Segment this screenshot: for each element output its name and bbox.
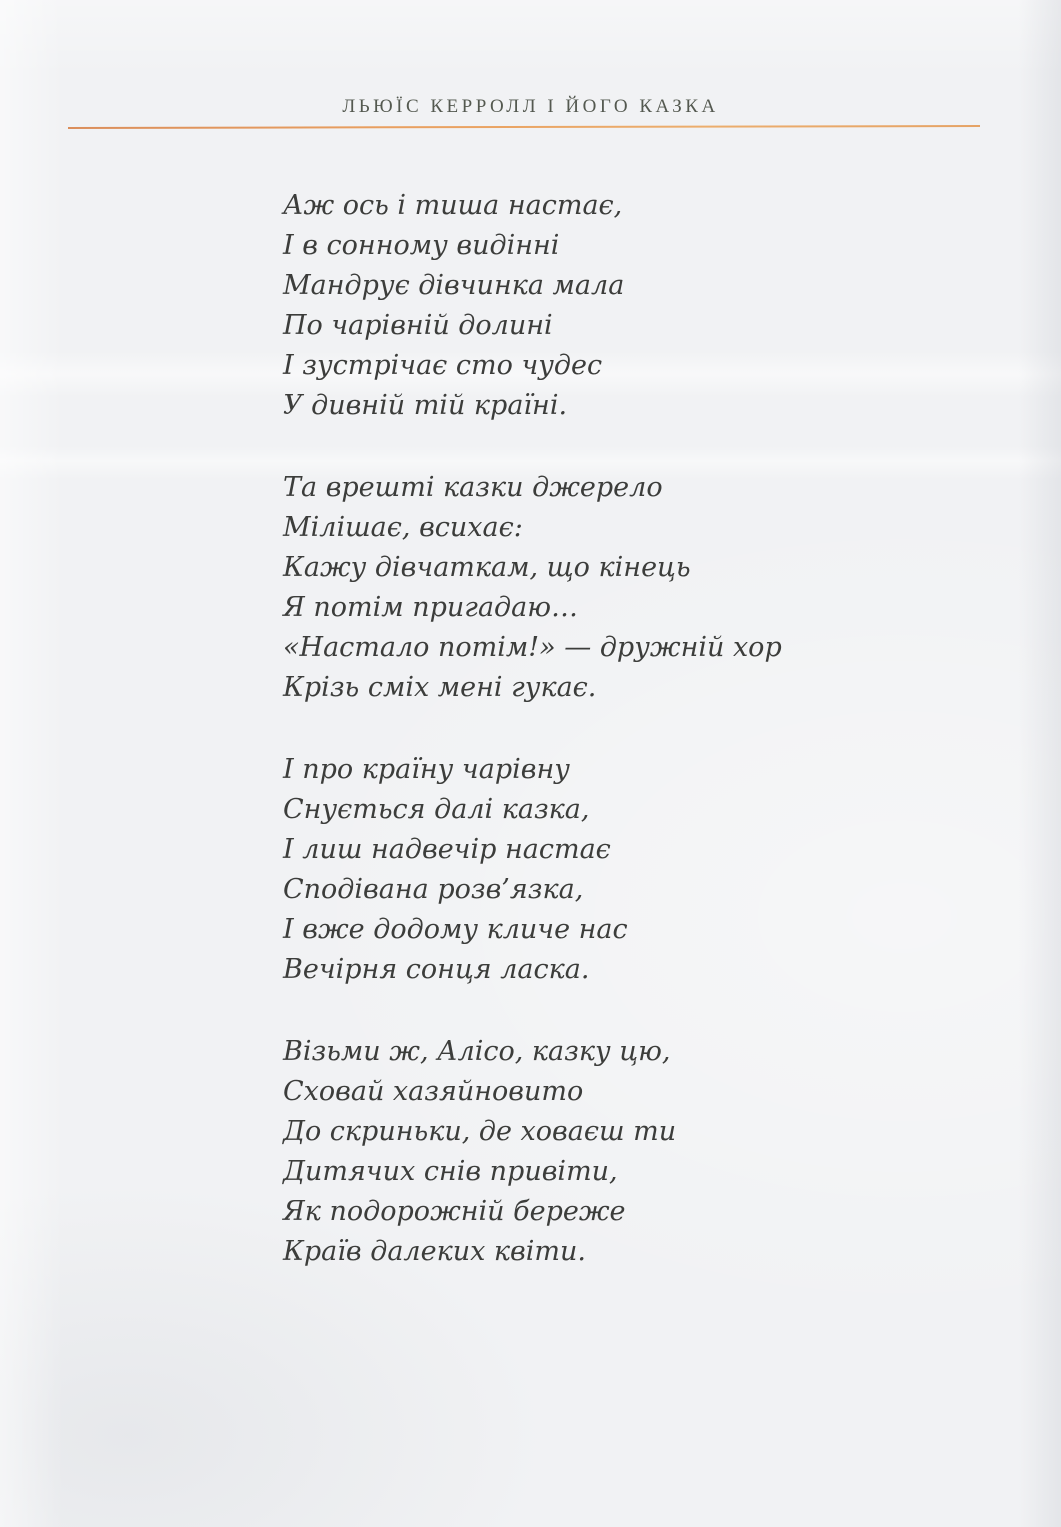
poem-line: І зустрічає сто чудес bbox=[283, 350, 603, 381]
poem-line: Крізь сміх мені гукає. bbox=[283, 672, 597, 703]
poem-line: Вечірня сонця ласка. bbox=[283, 954, 590, 985]
poem-stanza-2 bbox=[283, 468, 782, 708]
poem-line: Як подорожній береже bbox=[283, 1196, 626, 1227]
poem-line: Та врешті казки джерело bbox=[283, 472, 663, 503]
poem-stanza-4 bbox=[283, 1032, 782, 1272]
poem-line: Я потім пригадаю… bbox=[283, 592, 579, 623]
poem-line: До скриньки, де ховаєш ти bbox=[283, 1116, 677, 1147]
poem-stanza-3 bbox=[283, 750, 782, 990]
poem-line: Сподівана розв’язка, bbox=[283, 874, 584, 905]
poem-line: Аж ось і тиша настає, bbox=[283, 190, 623, 221]
poem-line: І лиш надвечір настає bbox=[283, 834, 611, 865]
poem-line: Дитячих снів привіти, bbox=[283, 1156, 618, 1187]
poem-line: І про країну чарівну bbox=[283, 754, 570, 785]
poem-stanza-1 bbox=[283, 186, 782, 426]
poem-line: По чарівній долині bbox=[283, 310, 553, 341]
poem-line: Мілішає, всихає: bbox=[283, 512, 523, 543]
poem bbox=[283, 186, 782, 1314]
poem-line: Мандрує дівчинка мала bbox=[283, 270, 625, 301]
poem-line: Сховай хазяйновито bbox=[283, 1076, 584, 1107]
poem-line: І вже додому кличе нас bbox=[283, 914, 628, 945]
poem-line: І в сонному видінні bbox=[283, 230, 560, 261]
poem-line: «Настало потім!» — дружній хор bbox=[283, 632, 782, 663]
poem-line: Снується далі казка, bbox=[283, 794, 590, 825]
poem-line: Кажу дівчаткам, що кінець bbox=[283, 552, 691, 583]
poem-line: Візьми ж, Алісо, казку цю, bbox=[283, 1036, 671, 1067]
running-header: ЛЬЮЇС КЕРРОЛЛ І ЙОГО КАЗКА bbox=[342, 96, 719, 117]
header-rule bbox=[68, 125, 980, 129]
poem-line: У дивній тій країні. bbox=[283, 390, 568, 421]
poem-line: Країв далеких квіти. bbox=[283, 1236, 586, 1267]
